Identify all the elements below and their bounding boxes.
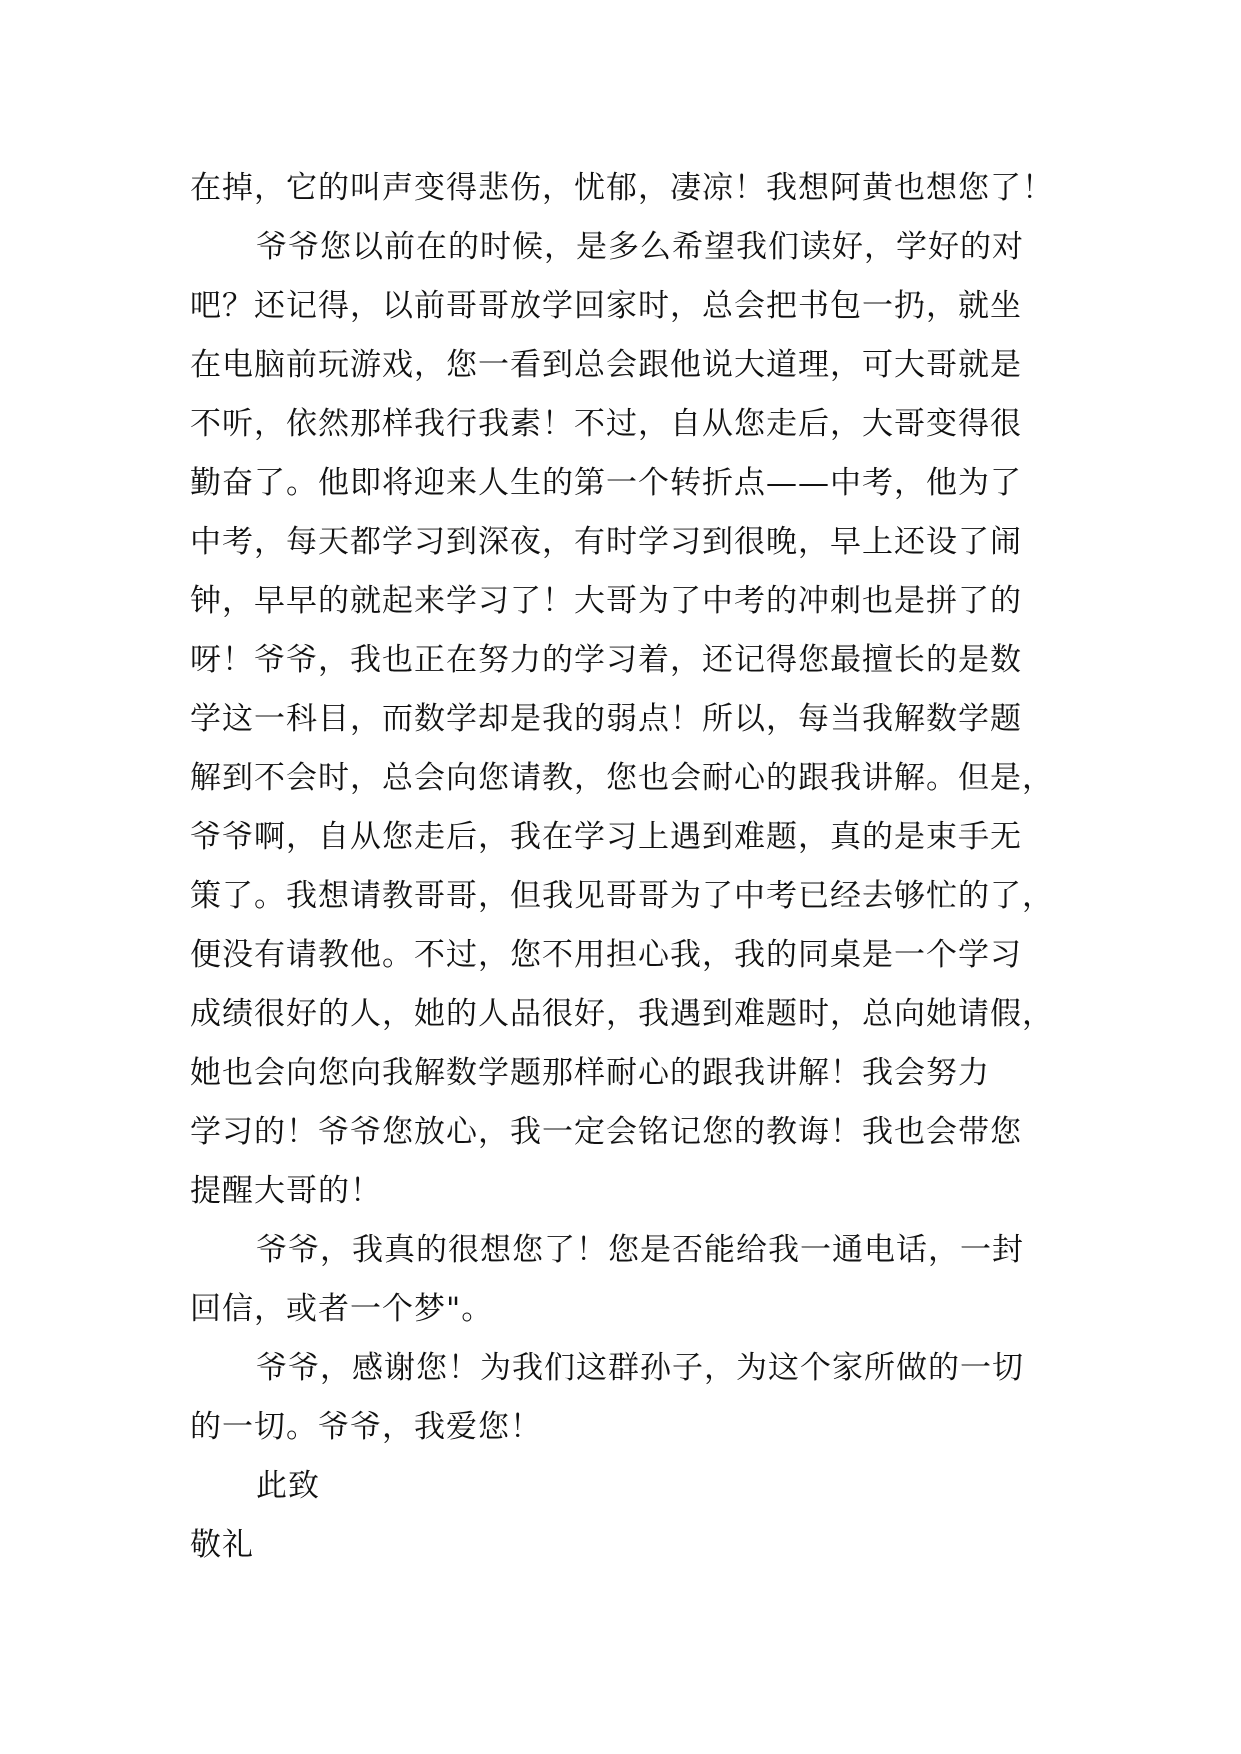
text-line: 解到不会时，总会向您请教，您也会耐心的跟我讲解。但是， — [190, 760, 1054, 796]
text-line: 爷爷，感谢您！为我们这群孙子，为这个家所做的一切 — [256, 1350, 1024, 1386]
text-line: 她也会向您向我解数学题那样耐心的跟我讲解！我会努力 — [190, 1055, 990, 1091]
text-line: 不听，依然那样我行我素！不过，自从您走后，大哥变得很 — [190, 406, 1022, 442]
text-line: 成绩很好的人，她的人品很好，我遇到难题时，总向她请假， — [190, 996, 1054, 1032]
text-line: 爷爷啊，自从您走后，我在学习上遇到难题，真的是束手无 — [190, 819, 1022, 855]
text-line: 在电脑前玩游戏，您一看到总会跟他说大道理，可大哥就是 — [190, 347, 1022, 383]
text-line: 策了。我想请教哥哥，但我见哥哥为了中考已经去够忙的了， — [190, 878, 1054, 914]
text-line: 在掉，它的叫声变得悲伤，忧郁，凄凉！我想阿黄也想您了！ — [190, 170, 1054, 206]
text-line: 吧？还记得，以前哥哥放学回家时，总会把书包一扔，就坐 — [190, 288, 1022, 324]
text-line: 勤奋了。他即将迎来人生的第一个转折点——中考，他为了 — [190, 465, 1022, 501]
text-line: 学这一科目，而数学却是我的弱点！所以，每当我解数学题 — [190, 701, 1022, 737]
closing-salutation: 此致 — [256, 1468, 320, 1504]
text-line: 爷爷，我真的很想您了！您是否能给我一通电话，一封 — [256, 1232, 1024, 1268]
text-line: 回信，或者一个梦"。 — [190, 1291, 494, 1327]
text-line: 的一切。爷爷，我爱您！ — [190, 1409, 542, 1445]
letter-body — [190, 159, 1054, 1575]
text-line: 学习的！爷爷您放心，我一定会铭记您的教诲！我也会带您 — [190, 1114, 1022, 1150]
text-line: 便没有请教他。不过，您不用担心我，我的同桌是一个学习 — [190, 937, 1022, 973]
closing-regards: 敬礼 — [190, 1527, 254, 1563]
text-line: 钟，早早的就起来学习了！大哥为了中考的冲刺也是拼了的 — [190, 583, 1022, 619]
text-line: 爷爷您以前在的时候，是多么希望我们读好，学好的对 — [256, 229, 1024, 265]
text-line: 呀！爷爷，我也正在努力的学习着，还记得您最擅长的是数 — [190, 642, 1022, 678]
text-line: 中考，每天都学习到深夜，有时学习到很晚，早上还设了闹 — [190, 524, 1022, 560]
text-line: 提醒大哥的！ — [190, 1173, 382, 1209]
